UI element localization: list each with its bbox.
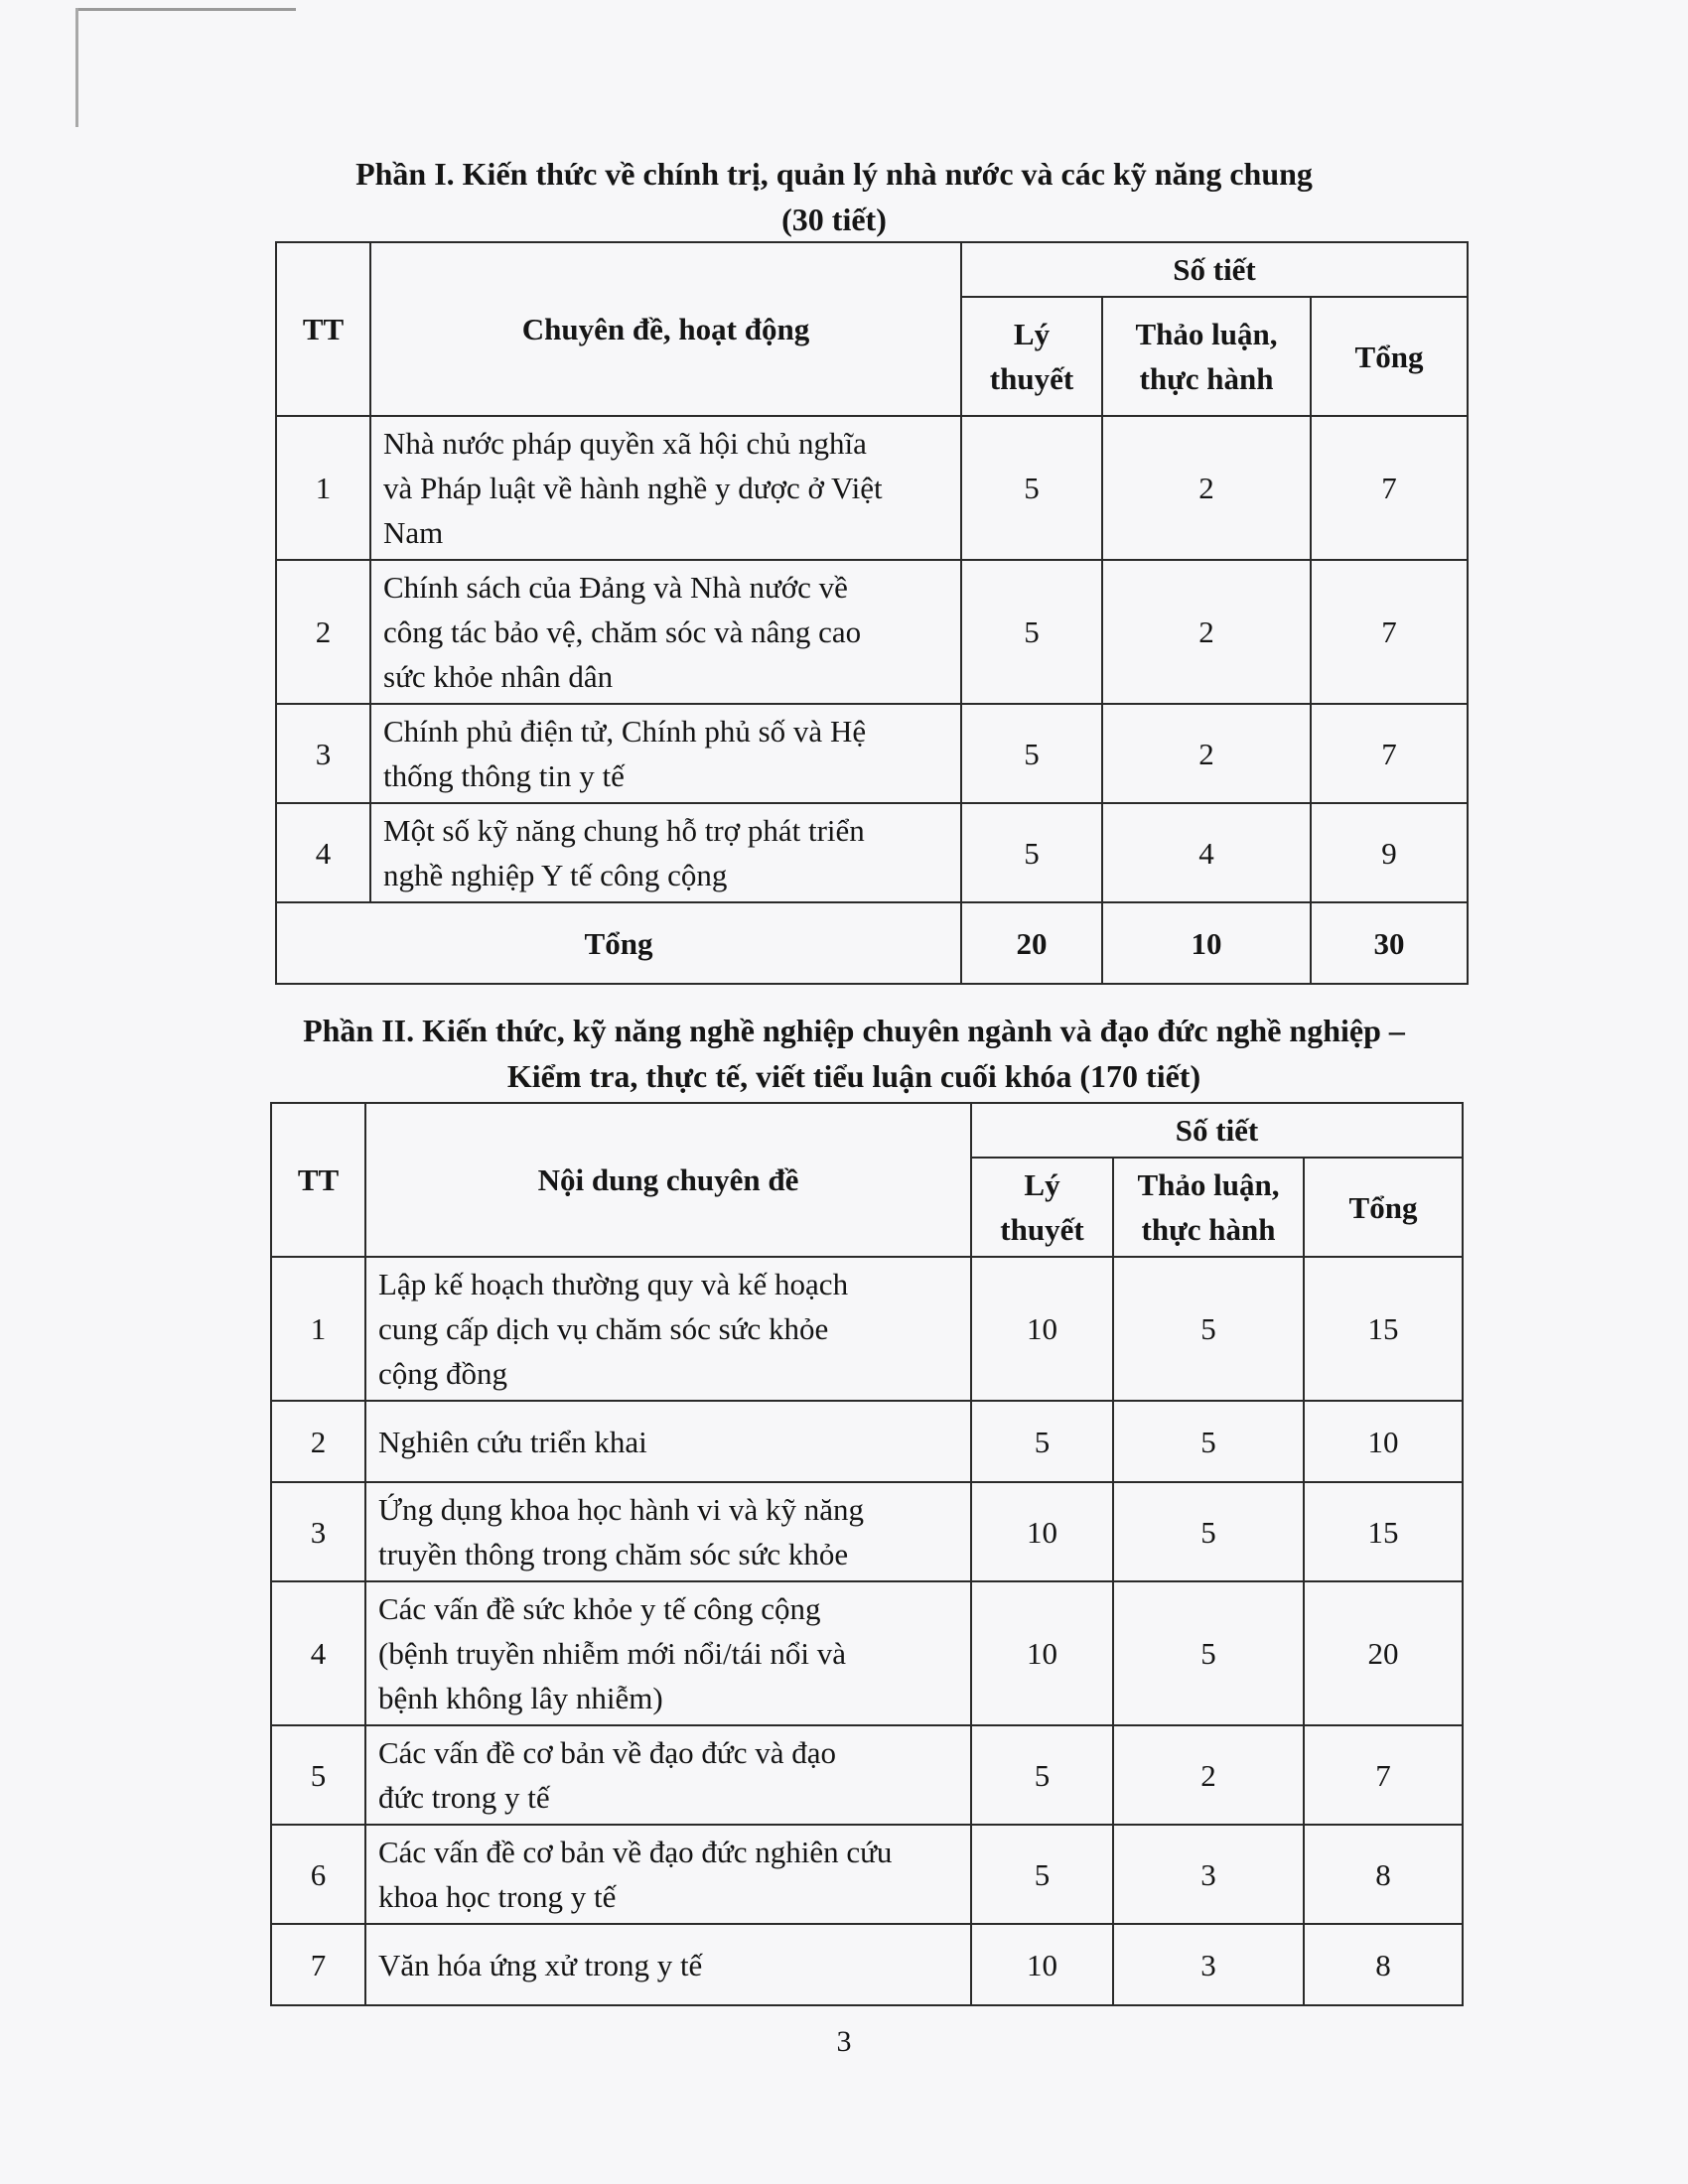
row-theory: 5 — [961, 704, 1102, 803]
row-theory: 5 — [971, 1401, 1113, 1482]
row-total: 9 — [1311, 803, 1468, 902]
topic-line: Một số kỹ năng chung hỗ trợ phát triển — [383, 813, 865, 848]
part1-header-theory-line2: thuyết — [989, 361, 1074, 396]
topic-line: Các vấn đề cơ bản về đạo đức và đạo — [378, 1735, 836, 1770]
row-theory: 5 — [971, 1725, 1113, 1825]
total-label: Tổng — [276, 902, 961, 984]
row-topic — [370, 416, 961, 560]
part2-title-line2: Kiểm tra, thực tế, viết tiểu luận cuối khóa (170 tiết) — [506, 1058, 1201, 1094]
part2-header-tt: TT — [271, 1103, 365, 1257]
part1-title-line2: (30 tiết) — [781, 202, 887, 237]
topic-line: truyền thông trong chăm sóc sức khỏe — [378, 1537, 849, 1571]
topic-line: công tác bảo vệ, chăm sóc và nâng cao — [383, 614, 862, 649]
row-theory: 10 — [971, 1257, 1113, 1401]
total-theory: 20 — [961, 902, 1102, 984]
part2-header-theory — [971, 1158, 1113, 1257]
part1-title-line1: Phần I. Kiến thức về chính trị, quản lý nhà nước và các kỹ năng chung — [355, 156, 1313, 192]
row-practice: 2 — [1102, 704, 1311, 803]
part2-header-periods: Số tiết — [971, 1103, 1463, 1158]
table-row — [271, 1924, 1463, 2005]
row-practice: 4 — [1102, 803, 1311, 902]
row-practice: 3 — [1113, 1825, 1304, 1924]
topic-line: Chính phủ điện tử, Chính phủ số và Hệ — [383, 714, 867, 749]
row-practice: 5 — [1113, 1257, 1304, 1401]
part1-header-practice-line1: Thảo luận, — [1135, 317, 1278, 351]
topic-line: bệnh không lây nhiễm) — [378, 1681, 663, 1715]
row-total: 7 — [1311, 416, 1468, 560]
part1-header-periods: Số tiết — [961, 242, 1468, 297]
table-row — [276, 560, 1468, 704]
part2-header-practice-line1: Thảo luận, — [1137, 1167, 1280, 1202]
page-number: 3 — [836, 2025, 852, 2058]
row-topic — [365, 1401, 971, 1482]
row-tt: 6 — [271, 1825, 365, 1924]
row-theory: 10 — [971, 1581, 1113, 1725]
row-theory: 5 — [961, 416, 1102, 560]
row-total: 8 — [1304, 1924, 1463, 2005]
part2-header-theory-line1: Lý — [1024, 1167, 1060, 1202]
part1-header-total: Tổng — [1311, 297, 1468, 416]
total-row — [276, 902, 1468, 984]
row-tt: 4 — [276, 803, 370, 902]
part1-table — [275, 241, 1469, 985]
topic-line: Lập kế hoạch thường quy và kế hoạch — [378, 1267, 849, 1301]
topic-line: Nghiên cứu triển khai — [378, 1424, 647, 1459]
row-tt: 1 — [276, 416, 370, 560]
topic-line: thống thông tin y tế — [383, 758, 625, 793]
topic-line: (bệnh truyền nhiễm mới nổi/tái nổi và — [378, 1636, 846, 1671]
topic-line: cung cấp dịch vụ chăm sóc sức khỏe — [378, 1311, 829, 1346]
topic-line: đức trong y tế — [378, 1780, 550, 1815]
topic-line: Các vấn đề sức khỏe y tế công cộng — [378, 1591, 821, 1626]
total-practice: 10 — [1102, 902, 1311, 984]
row-topic — [365, 1482, 971, 1581]
row-topic — [370, 803, 961, 902]
row-tt: 4 — [271, 1581, 365, 1725]
topic-line: Nhà nước pháp quyền xã hội chủ nghĩa — [383, 426, 867, 461]
row-tt: 2 — [271, 1401, 365, 1482]
row-tt: 5 — [271, 1725, 365, 1825]
table-row — [271, 1725, 1463, 1825]
row-practice: 2 — [1102, 560, 1311, 704]
row-total: 15 — [1304, 1257, 1463, 1401]
part2-header-total: Tổng — [1304, 1158, 1463, 1257]
row-theory: 5 — [961, 560, 1102, 704]
topic-line: Ứng dụng khoa học hành vi và kỹ năng — [378, 1492, 864, 1527]
table-row — [271, 1257, 1463, 1401]
table-row — [276, 704, 1468, 803]
row-total: 8 — [1304, 1825, 1463, 1924]
row-total: 7 — [1311, 704, 1468, 803]
row-topic — [365, 1257, 971, 1401]
part2-title — [238, 1008, 1470, 1099]
row-practice: 2 — [1113, 1725, 1304, 1825]
row-practice: 5 — [1113, 1482, 1304, 1581]
row-tt: 1 — [271, 1257, 365, 1401]
part2-header-practice — [1113, 1158, 1304, 1257]
row-total: 15 — [1304, 1482, 1463, 1581]
row-topic — [365, 1725, 971, 1825]
table-row — [271, 1581, 1463, 1725]
part2-header-practice-line2: thực hành — [1141, 1212, 1276, 1247]
row-practice: 3 — [1113, 1924, 1304, 2005]
table-row — [271, 1825, 1463, 1924]
row-theory: 5 — [971, 1825, 1113, 1924]
part1-title — [278, 151, 1390, 242]
row-theory: 10 — [971, 1924, 1113, 2005]
row-tt: 3 — [276, 704, 370, 803]
topic-line: Chính sách của Đảng và Nhà nước về — [383, 570, 848, 605]
row-total: 10 — [1304, 1401, 1463, 1482]
topic-line: Các vấn đề cơ bản về đạo đức nghiên cứu — [378, 1835, 893, 1869]
table-row — [271, 1482, 1463, 1581]
part2-table — [270, 1102, 1464, 2006]
part2-header-topic: Nội dung chuyên đề — [365, 1103, 971, 1257]
row-total: 7 — [1311, 560, 1468, 704]
topic-line: cộng đồng — [378, 1356, 508, 1391]
topic-line: Văn hóa ứng xử trong y tế — [378, 1947, 703, 1982]
part1-header-practice-line2: thực hành — [1139, 361, 1274, 396]
row-total: 20 — [1304, 1581, 1463, 1725]
total-total: 30 — [1311, 902, 1468, 984]
topic-line: và Pháp luật về hành nghề y dược ở Việt — [383, 471, 883, 505]
table-row — [271, 1401, 1463, 1482]
part1-header-practice — [1102, 297, 1311, 416]
part1-header-topic: Chuyên đề, hoạt động — [370, 242, 961, 416]
part2-header-theory-line2: thuyết — [1000, 1212, 1084, 1247]
part2-title-line1: Phần II. Kiến thức, kỹ năng nghề nghiệp chuyên ngành và đạo đức nghề nghiệp – — [303, 1013, 1405, 1048]
row-practice: 5 — [1113, 1401, 1304, 1482]
row-tt: 3 — [271, 1482, 365, 1581]
row-topic — [365, 1581, 971, 1725]
row-tt: 7 — [271, 1924, 365, 2005]
part1-header-theory — [961, 297, 1102, 416]
row-theory: 5 — [961, 803, 1102, 902]
row-practice: 2 — [1102, 416, 1311, 560]
table-row — [276, 416, 1468, 560]
row-topic — [365, 1924, 971, 2005]
topic-line: sức khỏe nhân dân — [383, 659, 614, 694]
topic-line: khoa học trong y tế — [378, 1879, 617, 1914]
row-practice: 5 — [1113, 1581, 1304, 1725]
topic-line: Nam — [383, 515, 444, 550]
table-row — [276, 803, 1468, 902]
row-total: 7 — [1304, 1725, 1463, 1825]
row-theory: 10 — [971, 1482, 1113, 1581]
topic-line: nghề nghiệp Y tế công cộng — [383, 858, 728, 892]
row-topic — [370, 704, 961, 803]
part1-header-tt: TT — [276, 242, 370, 416]
row-topic — [365, 1825, 971, 1924]
row-tt: 2 — [276, 560, 370, 704]
part1-header-theory-line1: Lý — [1013, 317, 1051, 351]
row-topic — [370, 560, 961, 704]
